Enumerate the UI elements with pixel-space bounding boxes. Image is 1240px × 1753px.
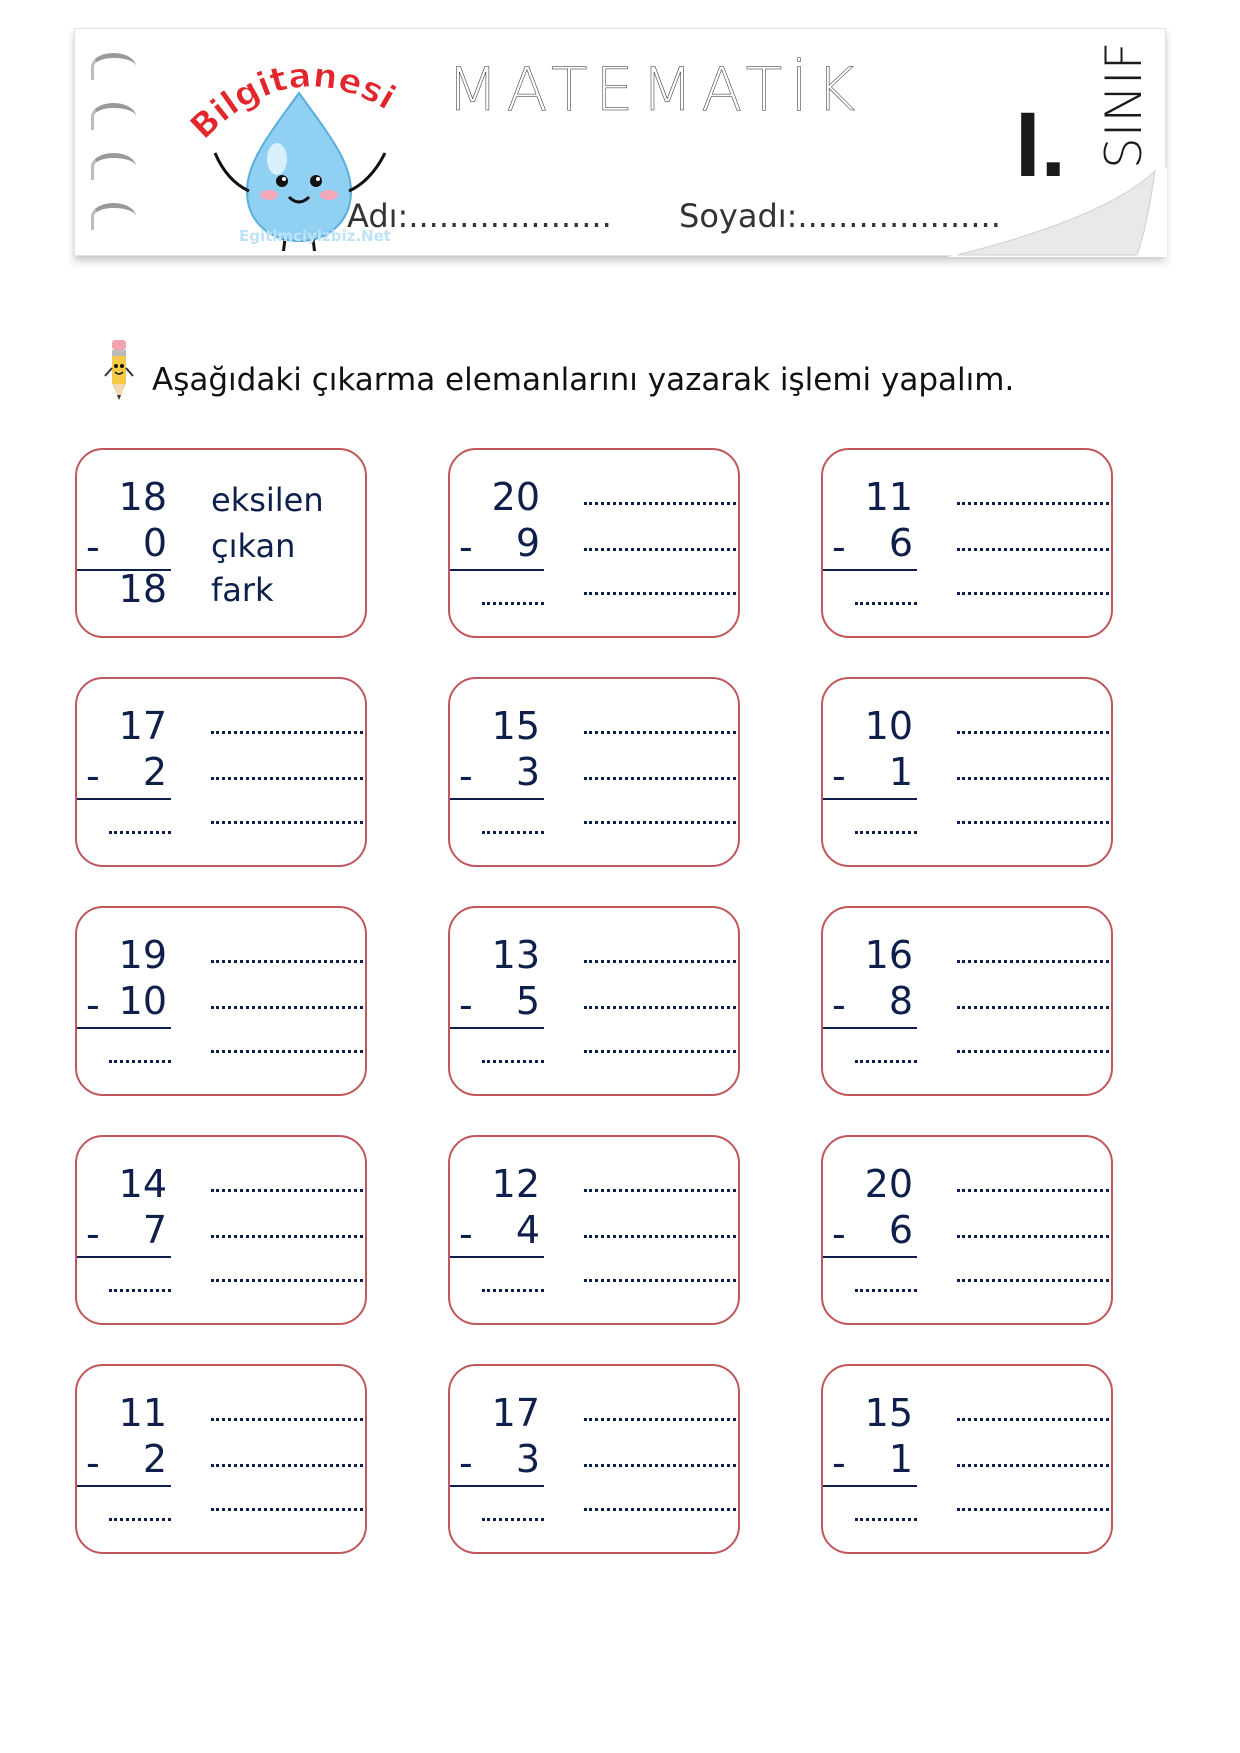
minus-sign: -	[86, 1212, 100, 1256]
minuend: 15	[864, 1391, 913, 1435]
minus-sign: -	[832, 754, 846, 798]
problem-box	[821, 1135, 1113, 1325]
minuend-label-blank[interactable]	[211, 948, 363, 963]
problem-box	[821, 677, 1113, 867]
result-line	[823, 569, 917, 571]
difference-label-blank[interactable]	[211, 1496, 363, 1511]
result-line	[450, 798, 544, 800]
result-line	[823, 1256, 917, 1258]
difference-answer-blank[interactable]	[482, 813, 544, 834]
grade-word: SINIF	[1095, 41, 1153, 169]
difference-answer-blank[interactable]	[482, 1042, 544, 1063]
difference-label-blank[interactable]	[957, 580, 1109, 595]
minuend: 19	[118, 933, 167, 977]
difference-answer-blank[interactable]	[109, 1500, 171, 1521]
result-line	[77, 1485, 171, 1487]
minus-sign: -	[459, 1441, 473, 1485]
result-line	[77, 1256, 171, 1258]
minus-sign: -	[832, 1441, 846, 1485]
minuend: 14	[118, 1162, 167, 1206]
difference-label-blank[interactable]	[584, 809, 736, 824]
minuend-label-blank[interactable]	[211, 719, 363, 734]
difference-answer-blank[interactable]	[482, 1500, 544, 1521]
problem-box	[448, 448, 740, 638]
problem-box	[75, 906, 367, 1096]
subtrahend-label-blank[interactable]	[211, 1223, 363, 1238]
minuend: 18	[118, 475, 167, 519]
difference-label-blank[interactable]	[957, 809, 1109, 824]
difference-label-blank[interactable]	[584, 1267, 736, 1282]
subtrahend-label-blank[interactable]	[957, 536, 1109, 551]
subtrahend-label-blank[interactable]	[584, 1452, 736, 1467]
subtrahend-label-blank[interactable]	[584, 1223, 736, 1238]
difference-answer-blank[interactable]	[855, 1042, 917, 1063]
minuend: 20	[491, 475, 540, 519]
minuend: 13	[491, 933, 540, 977]
difference-label-blank[interactable]	[957, 1496, 1109, 1511]
difference-answer-blank[interactable]	[855, 584, 917, 605]
difference-label: fark	[211, 571, 274, 609]
subtrahend: 2	[142, 1437, 167, 1481]
minus-sign: -	[832, 1212, 846, 1256]
result-line	[77, 1027, 171, 1029]
minuend-label-blank[interactable]	[584, 1406, 736, 1421]
grade-number: I.	[1015, 94, 1067, 196]
subtrahend: 0	[142, 521, 167, 565]
subtrahend-label: çıkan	[211, 527, 296, 565]
instruction-text: Aşağıdaki çıkarma elemanlarını yazarak işlemi yapalım.	[152, 362, 1015, 398]
subtrahend: 1	[888, 1437, 913, 1481]
subtrahend-label-blank[interactable]	[584, 765, 736, 780]
minuend-label-blank[interactable]	[957, 1177, 1109, 1192]
subtrahend: 1	[888, 750, 913, 794]
minuend: 17	[118, 704, 167, 748]
pencil-mascot-icon	[103, 338, 135, 404]
minus-sign: -	[459, 983, 473, 1027]
minuend: 11	[864, 475, 913, 519]
result-line	[823, 798, 917, 800]
subtrahend: 4	[515, 1208, 540, 1252]
difference-label-blank[interactable]	[957, 1038, 1109, 1053]
difference-answer-blank[interactable]	[855, 1271, 917, 1292]
difference-label-blank[interactable]	[584, 1496, 736, 1511]
minus-sign: -	[86, 983, 100, 1027]
difference: 18	[118, 567, 167, 611]
problem-box	[448, 677, 740, 867]
difference-label-blank[interactable]	[211, 1038, 363, 1053]
difference-answer-blank[interactable]	[109, 813, 171, 834]
minus-sign: -	[86, 525, 100, 569]
result-line	[450, 569, 544, 571]
difference-label-blank[interactable]	[957, 1267, 1109, 1282]
subtrahend-label-blank[interactable]	[957, 1223, 1109, 1238]
minuend-label-blank[interactable]	[211, 1406, 363, 1421]
subtrahend: 9	[515, 521, 540, 565]
minus-sign: -	[86, 1441, 100, 1485]
subtrahend-label-blank[interactable]	[957, 1452, 1109, 1467]
difference-answer-blank[interactable]	[855, 1500, 917, 1521]
subtrahend: 6	[888, 521, 913, 565]
logo-site-text: Egitimciyizbiz.Net	[239, 227, 391, 245]
problem-box	[448, 1135, 740, 1325]
subtrahend: 3	[515, 750, 540, 794]
subtrahend: 8	[888, 979, 913, 1023]
difference-answer-blank[interactable]	[855, 813, 917, 834]
problem-box	[821, 1364, 1113, 1554]
problem-box	[821, 448, 1113, 638]
minuend-label-blank[interactable]	[584, 490, 736, 505]
result-line	[450, 1485, 544, 1487]
binder-ring	[91, 203, 136, 230]
difference-label-blank[interactable]	[584, 1038, 736, 1053]
difference-label-blank[interactable]	[211, 809, 363, 824]
worksheet-header	[74, 28, 1166, 256]
minuend: 16	[864, 933, 913, 977]
problem-box	[821, 906, 1113, 1096]
minuend-label: eksilen	[211, 481, 324, 519]
minus-sign: -	[86, 754, 100, 798]
minus-sign: -	[832, 525, 846, 569]
surname-field[interactable]: Soyadı:....................	[679, 197, 1001, 235]
minuend: 10	[864, 704, 913, 748]
subtrahend-label-blank[interactable]	[211, 1452, 363, 1467]
minuend-label-blank[interactable]	[584, 948, 736, 963]
subtrahend: 7	[142, 1208, 167, 1252]
subtrahend-label-blank[interactable]	[584, 536, 736, 551]
result-line	[450, 1256, 544, 1258]
page-curl-icon	[947, 167, 1167, 257]
subtrahend: 3	[515, 1437, 540, 1481]
subtrahend: 2	[142, 750, 167, 794]
result-line	[77, 798, 171, 800]
binder-ring	[91, 153, 136, 180]
minuend: 17	[491, 1391, 540, 1435]
minuend-label-blank[interactable]	[957, 719, 1109, 734]
minuend-label-blank[interactable]	[957, 948, 1109, 963]
minus-sign: -	[459, 754, 473, 798]
difference-answer-blank[interactable]	[109, 1271, 171, 1292]
binder-ring	[91, 103, 136, 130]
page-title: MATEMATİK	[446, 55, 864, 125]
name-field[interactable]: Adı:....................	[347, 197, 612, 235]
result-line	[823, 1485, 917, 1487]
result-line	[823, 1027, 917, 1029]
difference-answer-blank[interactable]	[482, 1271, 544, 1292]
minuend-label-blank[interactable]	[211, 1177, 363, 1192]
svg-text:Bilgitanesi: Bilgitanesi	[182, 55, 403, 148]
subtrahend: 10	[118, 979, 167, 1023]
minuend-label-blank[interactable]	[957, 1406, 1109, 1421]
minuend: 12	[491, 1162, 540, 1206]
minus-sign: -	[832, 983, 846, 1027]
subtrahend-label-blank[interactable]	[584, 994, 736, 1009]
subtrahend: 5	[515, 979, 540, 1023]
minuend: 11	[118, 1391, 167, 1435]
difference-answer-blank[interactable]	[109, 1042, 171, 1063]
problem-box	[75, 1135, 367, 1325]
binder-ring	[91, 53, 136, 80]
difference-label-blank[interactable]	[584, 580, 736, 595]
minuend-label-blank[interactable]	[584, 1177, 736, 1192]
minus-sign: -	[459, 525, 473, 569]
minuend-label-blank[interactable]	[957, 490, 1109, 505]
problem-box	[75, 677, 367, 867]
subtrahend-label-blank[interactable]	[211, 994, 363, 1009]
result-line	[450, 1027, 544, 1029]
logo-brand-arc	[149, 41, 449, 151]
minuend: 15	[491, 704, 540, 748]
subtrahend-label-blank[interactable]	[957, 994, 1109, 1009]
minuend: 20	[864, 1162, 913, 1206]
problem-box	[448, 906, 740, 1096]
subtrahend: 6	[888, 1208, 913, 1252]
problem-box	[448, 1364, 740, 1554]
minus-sign: -	[459, 1212, 473, 1256]
subtrahend-label-blank[interactable]	[211, 765, 363, 780]
problem-box	[75, 1364, 367, 1554]
difference-answer-blank[interactable]	[482, 584, 544, 605]
difference-label-blank[interactable]	[211, 1267, 363, 1282]
minuend-label-blank[interactable]	[584, 719, 736, 734]
example-problem-box	[75, 448, 367, 638]
subtrahend-label-blank[interactable]	[957, 765, 1109, 780]
